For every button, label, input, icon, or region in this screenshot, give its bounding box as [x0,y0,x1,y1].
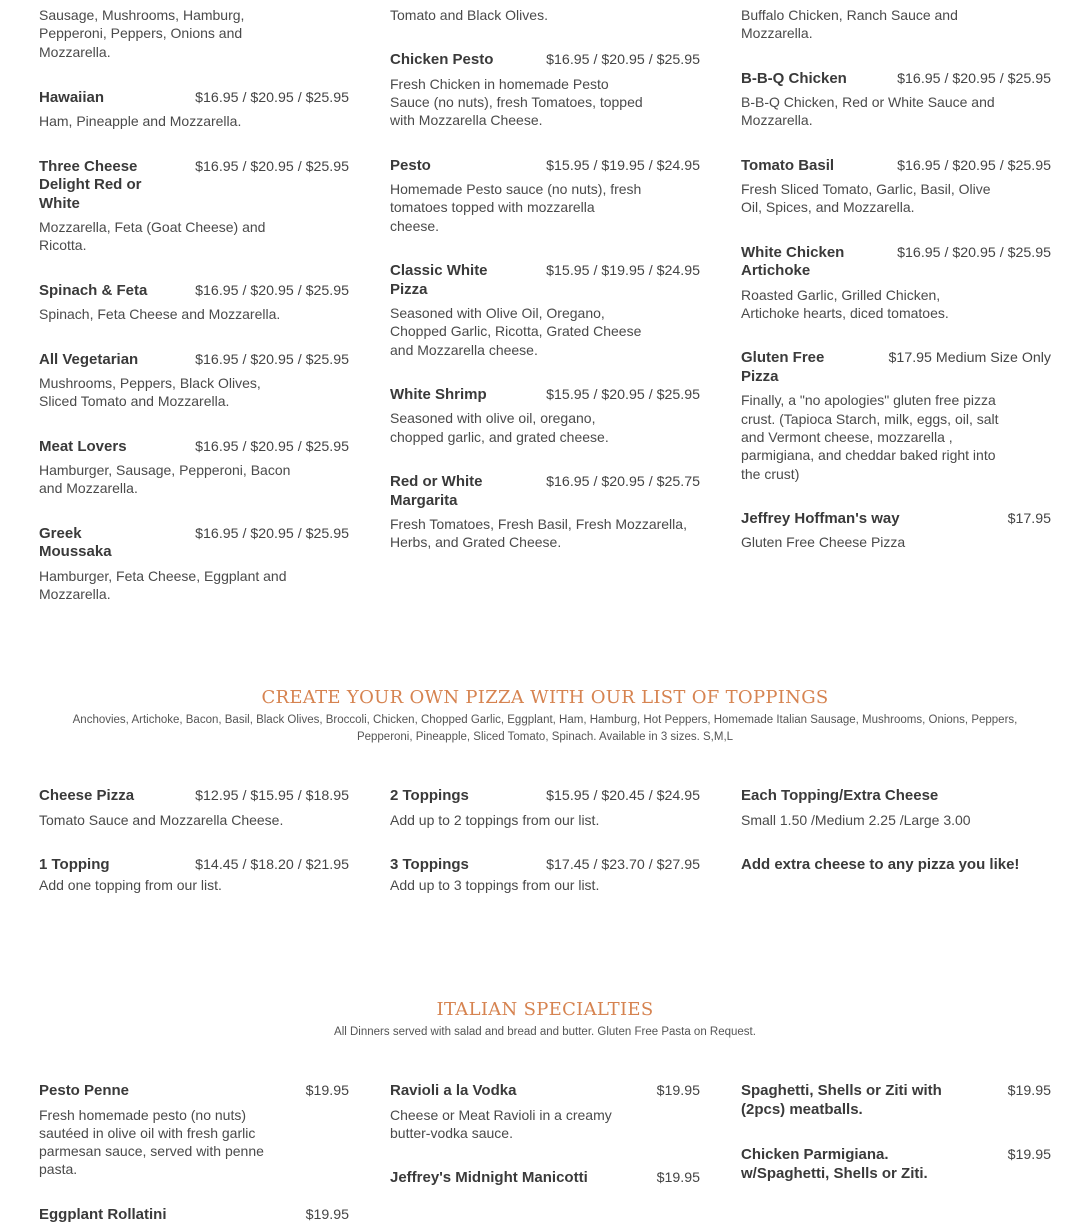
menu-item [39,1206,349,1224]
item-price: $19.95 [656,1083,700,1099]
menu-item [390,1169,700,1188]
item-name: Each Topping/Extra Cheese [741,787,939,804]
create-col-2 [390,787,700,895]
menu-item [39,856,349,895]
item-name: Hawaiian [39,88,105,106]
item-description: Buffalo Chicken, Ranch Sauce and Mozzarella. [741,7,958,42]
item-price: $16.95 / $20.95 / $25.95 [195,351,349,368]
menu-item [39,89,349,131]
item-description: Cheese or Meat Ravioli in a creamy butter-vodka sauce. [390,1106,612,1141]
italian-col-3 [741,1082,1051,1183]
item-name: Pesto [390,156,431,174]
menu-item [741,349,1051,482]
item-name: Pesto Penne [39,1082,130,1099]
menu-item [741,787,1071,829]
item-name: Red or White Margarita [390,473,483,509]
create-col-1 [39,787,349,895]
item-name: 3 Toppings [390,855,469,873]
item-description: Fresh homemade pesto (no nuts) sautéed in olive oil with fresh garlic parmesan sauce, served with penne pasta. [39,1106,264,1178]
menu-item [390,787,700,829]
item-description: Tomato Sauce and Mozzarella Cheese. [39,811,284,828]
item-name: Gluten Free Pizza [741,349,825,385]
section-title-create-your-own: CREATE YOUR OWN PIZZA WITH OUR LIST OF TOPPINGS [261,687,829,708]
menu-item [390,473,700,552]
menu-item [39,282,349,324]
item-price: $17.95 Medium Size Only [888,350,1051,367]
menu-item [741,1146,1051,1183]
item-price: $16.95 / $20.95 / $25.95 [195,89,349,106]
menu-item [741,70,1051,130]
item-description: Mushrooms, Peppers, Black Olives, Sliced Tomato and Mozzarella. [39,375,261,410]
item-price: $19.95 [305,1083,349,1099]
menu-item [741,157,1051,217]
item-description: Finally, a "no apologies" gluten free pizza crust. (Tapioca Starch, milk, eggs, oil, salt and Vermont cheese, mozzarella , parmigiana, and cheddar baked right into the crust) [741,392,999,482]
specialty-col-1 [39,6,349,603]
section-title-italian-specialties: ITALIAN SPECIALTIES [436,999,654,1020]
menu-item [39,158,349,255]
create-col-3 [741,787,1071,874]
menu-item [39,438,349,498]
menu-item [741,1082,1051,1119]
item-price: $16.95 / $20.95 / $25.95 [546,52,700,69]
item-name: Spinach & Feta [39,281,148,299]
item-price: $12.95 / $15.95 / $18.95 [195,788,349,804]
item-description: Add one topping from our list. [39,877,222,894]
item-name: Greek Moussaka [39,524,112,561]
item-description: Gluten Free Cheese Pizza [741,534,906,551]
item-price: $15.95 / $20.45 / $24.95 [546,788,700,804]
item-name: 2 Toppings [390,787,469,804]
menu-item [390,1082,700,1142]
menu-item [390,51,700,129]
item-name: Three Cheese Delight Red or White [39,157,142,212]
menu-item [390,262,700,359]
section-subtitle: All Dinners served with salad and bread and butter. Gluten Free Pasta on Request. [334,1026,756,1038]
item-name: Eggplant Rollatini [39,1205,167,1223]
item-price: $16.95 / $20.95 / $25.75 [546,474,700,491]
menu-item [39,351,349,411]
item-name: Classic White Pizza [390,262,488,298]
item-price: $15.95 / $20.95 / $25.95 [546,386,700,403]
toppings-list: Anchovies, Artichoke, Bacon, Basil, Black Olives, Broccoli, Chicken, Chopped Garlic, Eggplant, Ham, Hamburg, Hot Peppers, Homemade Italian Sausage, Mushrooms, Onions, Peppers, Pepperoni, Pineapple, Sliced Tomato, Spinach. Available in 3 sizes. S,M,L [72,714,1018,743]
menu-item [390,856,700,895]
item-price: $16.95 / $20.95 / $25.95 [195,438,349,455]
specialty-col-3 [741,6,1051,552]
item-name: Tomato Basil [741,156,835,174]
item-description: Seasoned with Olive Oil, Oregano, Chopped Garlic, Ricotta, Grated Cheese and Mozzarella cheese. [390,305,642,358]
item-name: Spaghetti, Shells or Ziti with (2pcs) meatballs. [741,1082,942,1118]
item-name: Chicken Parmigiana. w/Spaghetti, Shells or Ziti. [741,1146,928,1182]
item-price: $15.95 / $19.95 / $24.95 [546,263,700,280]
item-description: Fresh Tomatoes, Fresh Basil, Fresh Mozzarella, Herbs, and Grated Cheese. [390,516,687,551]
item-description: Spinach, Feta Cheese and Mozzarella. [39,306,281,323]
item-price: $16.95 / $20.95 / $25.95 [195,158,349,175]
item-price: $19.95 [656,1170,700,1187]
menu-item [390,386,700,446]
item-description: Tomato and Black Olives. [390,7,548,23]
menu-item [741,856,1071,875]
item-price: $16.95 / $20.95 / $25.95 [897,70,1051,87]
item-description: Sausage, Mushrooms, Hamburg, Pepperoni, Peppers, Onions and Mozzarella. [39,7,245,60]
item-description: Ham, Pineapple and Mozzarella. [39,113,242,130]
item-name: Cheese Pizza [39,787,135,804]
item-name: Chicken Pesto [390,51,494,69]
item-price: $16.95 / $20.95 / $25.95 [195,525,349,542]
item-name: White Shrimp [390,385,487,403]
item-price: $15.95 / $19.95 / $24.95 [546,157,700,174]
menu-item [39,525,349,604]
item-price: $19.95 [305,1206,349,1223]
item-name: Jeffrey Hoffman's way [741,509,900,527]
italian-col-2 [390,1082,700,1188]
item-price: $17.95 [1007,510,1051,527]
item-description: Add up to 2 toppings from our list. [390,811,600,828]
menu-item [741,244,1051,323]
item-price: $14.45 / $18.20 / $21.95 [195,856,349,873]
item-price: $19.95 [1007,1083,1051,1099]
item-price: $16.95 / $20.95 / $25.95 [195,282,349,299]
item-name: White Chicken Artichoke [741,243,845,280]
item-description: Add up to 3 toppings from our list. [390,877,600,894]
item-description: Homemade Pesto sauce (no nuts), fresh tomatoes topped with mozzarella cheese. [390,181,642,234]
item-name: All Vegetarian [39,350,139,368]
item-name: Meat Lovers [39,437,127,455]
item-description: B-B-Q Chicken, Red or White Sauce and Mozzarella. [741,94,995,129]
item-price: $16.95 / $20.95 / $25.95 [897,244,1051,261]
italian-col-1 [39,1082,349,1224]
item-description: Fresh Sliced Tomato, Garlic, Basil, Olive Oil, Spices, and Mozzarella. [741,181,991,216]
item-name: Add extra cheese to any pizza you like! [741,855,1020,873]
item-description: Small 1.50 /Medium 2.25 /Large 3.00 [741,811,971,828]
item-description: Mozzarella, Feta (Goat Cheese) and Ricotta. [39,219,266,254]
specialty-col-2 [390,6,700,552]
menu-item [741,510,1051,552]
item-description: Seasoned with olive oil, oregano, chopped garlic, and grated cheese. [390,410,609,445]
item-name: Ravioli a la Vodka [390,1082,517,1099]
item-description: Roasted Garlic, Grilled Chicken, Artichoke hearts, diced tomatoes. [741,286,949,322]
item-price: $19.95 [1007,1147,1051,1163]
menu-item [39,1082,349,1179]
item-description: Fresh Chicken in homemade Pesto Sauce (no nuts), fresh Tomatoes, topped with Mozzarella Cheese. [390,75,643,129]
item-description: Hamburger, Sausage, Pepperoni, Bacon and Mozzarella. [39,462,291,497]
item-price: $16.95 / $20.95 / $25.95 [897,157,1051,174]
item-description: Hamburger, Feta Cheese, Eggplant and Mozzarella. [39,567,287,603]
menu-item [39,787,349,829]
menu-item [390,157,700,235]
item-name: 1 Topping [39,855,110,873]
item-price: $17.45 / $23.70 / $27.95 [546,856,700,873]
item-name: B-B-Q Chicken [741,69,847,87]
item-name: Jeffrey's Midnight Manicotti [390,1169,588,1187]
